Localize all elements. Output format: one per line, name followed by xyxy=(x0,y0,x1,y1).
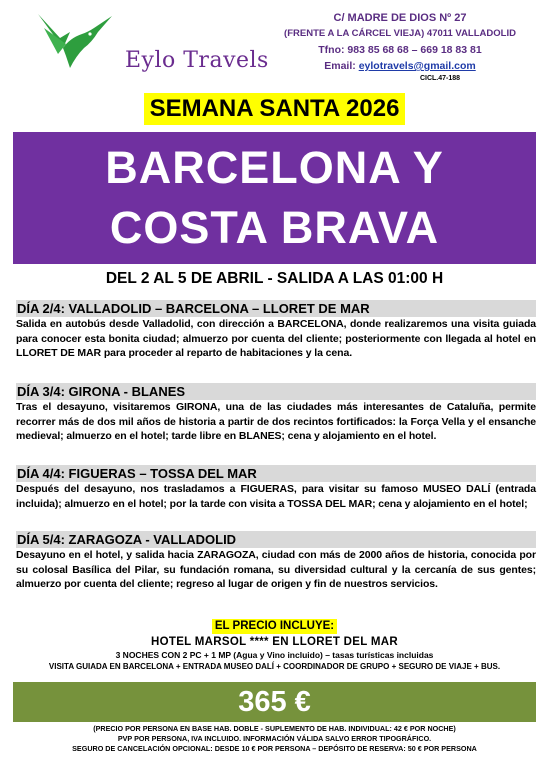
contact-block xyxy=(265,10,535,84)
contact-phone: Tfno: 983 85 68 68 – 669 18 83 81 xyxy=(318,44,482,56)
day-title: DÍA 2/4: VALLADOLID – BARCELONA – LLORET DE MAR xyxy=(16,300,536,317)
day-text: Después del desayuno, nos trasladamos a FIGUERAS, para visitar su famoso MUSEO DALÍ (entrada incluida); almuerzo en el hotel; por la tarde con visita a TOSSA DEL MAR; cena y alojamiento en el hotel; xyxy=(16,483,536,510)
includes-block xyxy=(0,616,549,672)
email-link[interactable]: eylotravels@gmail.com xyxy=(358,60,476,72)
day-title: DÍA 4/4: FIGUERAS – TOSSA DEL MAR xyxy=(16,465,536,482)
contact-address: C/ MADRE DE DIOS Nº 27 xyxy=(333,12,467,24)
contact-email-line xyxy=(265,58,535,74)
day-text: Tras el desayuno, visitaremos GIRONA, una de las ciudades más interesantes de Cataluña, permite recorrer más de dos mil años de historia a partir de dos recintos fortificados: la Força Vella y el ensanche medieval; almuerzo en el hotel; tarde libre en BLANES; cena y alojamiento en el hotel. xyxy=(16,401,536,443)
title-banner xyxy=(13,132,536,264)
includes-hotel: HOTEL MARSOL **** EN LLORET DEL MAR xyxy=(151,636,398,648)
title-line-2: COSTA BRAVA xyxy=(109,202,440,253)
day-text: Salida en autobús desde Valladolid, con dirección a BARCELONA, donde realizaremos una visita guiada para conocer esta bonita ciudad; almuerzo por cuenta del cliente; posteriormente con llegada al hotel en LLORET DE MAR para proceder al reparto de habitaciones y la cena. xyxy=(16,318,536,360)
includes-extras: VISITA GUIADA EN BARCELONA + ENTRADA MUSEO DALÍ + COORDINADOR DE GRUPO + SEGURO DE VIAJE + BUS. xyxy=(48,662,501,671)
day-section-4 xyxy=(16,531,536,592)
hummingbird-icon xyxy=(30,8,125,78)
trip-dates: DEL 2 AL 5 DE ABRIL - SALIDA A LAS 01:00 H xyxy=(105,270,444,287)
day-section-1 xyxy=(16,300,536,361)
day-section-2 xyxy=(16,383,536,444)
title-line-1: BARCELONA Y xyxy=(105,142,444,193)
footer-line-1: (PRECIO POR PERSONA EN BASE HAB. DOBLE - SUPLEMENTO DE HAB. INDIVIDUAL: 42 € POR NOCHE) xyxy=(93,724,456,733)
footer-line-3: SEGURO DE CANCELACIÓN OPCIONAL: DESDE 10 € POR PERSONA – DEPÓSITO DE RESERVA: 50 € POR PERSONA xyxy=(72,744,477,753)
footer-line-2: PVP POR PERSONA, IVA INCLUIDO. INFORMACIÓN VÁLIDA SALVO ERROR TIPOGRÁFICO. xyxy=(117,734,432,743)
day-text: Desayuno en el hotel, y salida hacia ZARAGOZA, ciudad con más de 2000 años de historia, conocida por su colosal Basílica del Pilar, su fundación romana, su diversidad cultural y la cercanía de sus gentes; almuerzo por cuenta del cliente; regreso al lugar de origen y fin de nuestros servicios. xyxy=(16,549,536,591)
contact-city: (FRENTE A LA CÁRCEL VIEJA) 47011 VALLADOLID xyxy=(284,28,516,39)
email-label: Email: xyxy=(324,60,359,72)
license-number: CICL.47-188 xyxy=(419,75,461,82)
event-heading-wrap xyxy=(0,93,549,125)
brand-name: Eylo Travels xyxy=(125,48,269,73)
includes-board: 3 NOCHES CON 2 PC + 1 MP (Agua y Vino incluido) – tasas turísticas incluidas xyxy=(115,650,434,660)
includes-title: EL PRECIO INCLUYE: xyxy=(212,619,337,634)
day-section-3 xyxy=(16,465,536,511)
event-heading: SEMANA SANTA 2026 xyxy=(144,93,406,125)
day-title: DÍA 5/4: ZARAGOZA - VALLADOLID xyxy=(16,531,536,548)
day-title: DÍA 3/4: GIRONA - BLANES xyxy=(16,383,536,400)
price-banner: 365 € xyxy=(13,682,536,722)
footer-notes xyxy=(0,724,549,754)
brand-logo xyxy=(30,8,269,78)
